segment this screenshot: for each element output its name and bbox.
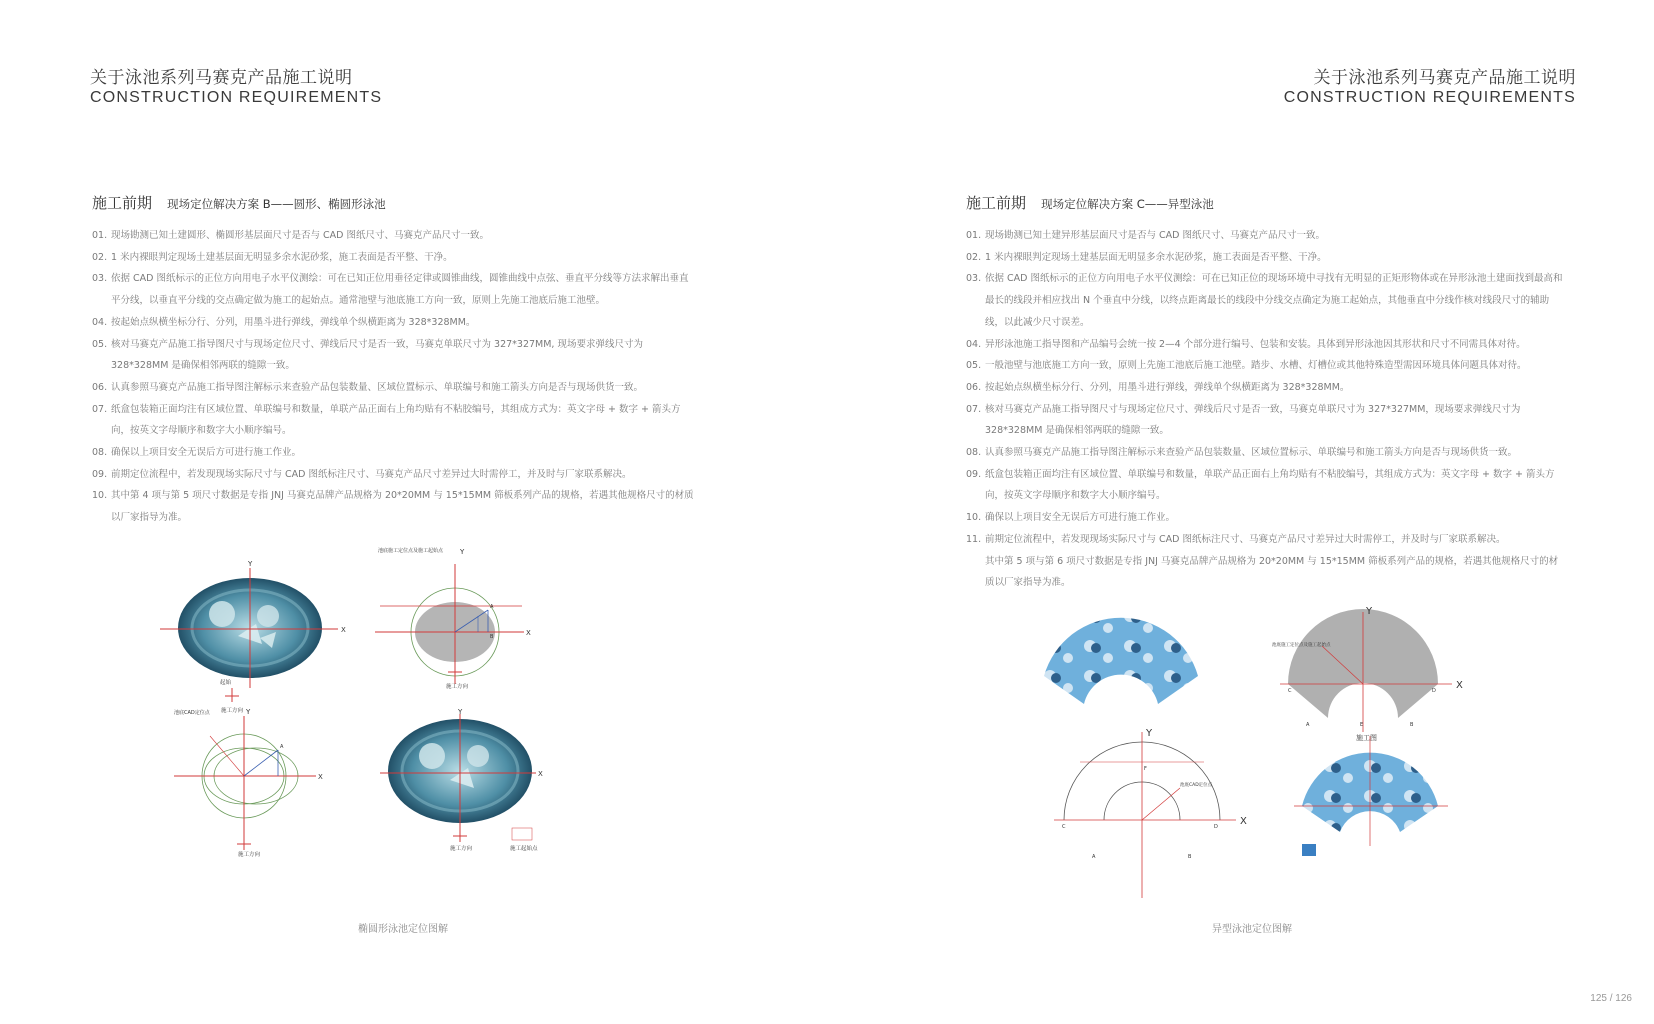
svg-text:施工图: 施工图 [1356,734,1377,742]
list-item: 07. 核对马赛克产品施工指导图尺寸与现场定位尺寸、弹线后尺寸是否一致，马赛克单联尺寸为 327*327MM，现场要求弹线尺寸为 328*328MM 是确保相邻两联的缝隙一致。 [966,403,1521,437]
header-title-en: CONSTRUCTION REQUIREMENTS [1283,89,1576,106]
fan-mosaic-figure-1 [1044,618,1198,704]
svg-text:施工方向: 施工方向 [238,852,261,858]
list-item: 08. 认真参照马赛克产品施工指导图注解标示来查验产品包装数量、区域位置标示、单联编号和施工箭头方向是否与现场供货一致。 [966,447,1518,459]
list-item: 07. 纸盒包装箱正面均注有区域位置、单联编号和数量，单联产品正面右上角均贴有不粘胶编号，其组成方式为：英文字母 + 数字 + 箭头方向，按英文字母顺序和数字大小顺序编号。 [92,403,681,437]
header-right [1284,68,1576,108]
svg-text:D: D [1432,688,1436,694]
svg-text:F: F [1144,766,1147,772]
svg-text:池底施工定位点及施工起始点: 池底施工定位点及施工起始点 [1272,643,1331,648]
svg-text:X: X [526,629,531,637]
page-number: 125 / 126 [1590,993,1632,1004]
fan-geometry-figure-2 [1272,606,1463,732]
oval-mosaic-figure-1 [160,560,346,714]
svg-text:池底CAD定位点: 池底CAD定位点 [174,710,210,716]
arc-geometry-figure-3 [1054,728,1247,898]
svg-text:X: X [1456,680,1463,691]
svg-text:X: X [318,773,323,781]
right-section [966,192,1566,594]
svg-text:Y: Y [460,548,465,556]
header-title-en: CONSTRUCTION REQUIREMENTS [90,89,383,106]
svg-text:X: X [1240,816,1247,827]
oval-mosaic-figure-4 [380,708,543,852]
list-item: 08. 确保以上项目安全无误后方可进行施工作业。 [92,447,302,459]
list-item: 03. 依据 CAD 图纸标示的正位方向用电子水平仪测绘：可在已知正位用垂径定律或圆锥曲线，圆锥曲线中点弦、垂直平分线等方法求解出垂直平分线，以垂直平分线的交点确定做为施工的起始点。通常池壁与池底施工方向一致，原则上先施工池底后施工池壁。 [92,273,689,307]
svg-text:E: E [1360,722,1364,728]
svg-text:Y: Y [458,708,463,716]
list-item: 10. 其中第 4 项与第 5 项尺寸数据是专指 JNJ 马赛克品牌产品规格为 20*20MM 与 15*15MM 筛板系列产品的规格，若遇其他规格尺寸的材质以厂家指导为准。 [92,490,694,524]
svg-text:Y: Y [1146,728,1153,739]
list-item: 其中第 5 项与第 6 项尺寸数据是专指 JNJ 马赛克品牌产品规格为 20*20MM 与 15*15MM 筛板系列产品的规格，若遇其他规格尺寸的材质以厂家指导为准。 [985,555,1559,589]
list-item: 09. 纸盒包装箱正面均注有区域位置、单联编号和数量，单联产品正面右上角均贴有不粘胶编号，其组成方式为：英文字母 + 数字 + 箭头方向，按英文字母顺序和数字大小顺序编号。 [966,468,1555,502]
svg-text:起始: 起始 [220,680,232,686]
list-item: 09. 前期定位流程中，若发现现场实际尺寸与 CAD 图纸标注尺寸、马赛克产品尺寸差异过大时需停工，并及时与厂家联系解决。 [92,468,632,480]
list-item: 03. 依据 CAD 图纸标示的正位方向用电子水平仪测绘：可在已知正位的现场环境中寻找有无明显的正矩形物体或在异形泳池土建面找到最高和最长的线段并相应找出 N 个垂直中分线，以终点距离最长的线段中分线交点确定为施工起始点，其他垂直中分线作核对线段尺寸的辅助线，以此减少尺寸误差。 [966,273,1563,328]
svg-text:A: A [280,744,284,750]
svg-text:Y: Y [1366,606,1373,617]
svg-text:A: A [1092,854,1096,860]
list-item: 04. 异形泳池施工指导图和产品编号会统一按 2—4 个部分进行编号、包装和安装。具体到异形泳池因其形状和尺寸不同需具体对待。 [966,338,1526,350]
list-item: 04. 按起始点纵横坐标分行、分列，用墨斗进行弹线，弹线单个纵横距离为 328*328MM。 [92,316,476,328]
oval-geometry-figure-2 [375,547,531,690]
list-item: 01. 现场勘测已知土建圆形、椭圆形基层面尺寸是否与 CAD 图纸尺寸、马赛克产品尺寸一致。 [92,230,489,241]
left-section-title [92,192,697,213]
list-item: 02. 1 米内裸眼判定现场土建基层面无明显多余水泥砂浆，施工表面是否平整、干净。 [92,251,453,263]
list-item: 02. 1 米内裸眼判定现场土建基层面无明显多余水泥砂浆，施工表面是否平整、干净。 [966,251,1327,263]
list-item: 10. 确保以上项目安全无误后方可进行施工作业。 [966,512,1176,524]
list-item: 05. 核对马赛克产品施工指导图尺寸与现场定位尺寸、弹线后尺寸是否一致，马赛克单联尺寸为 327*327MM, 现场要求弹线尺寸为 328*328MM 是确保相邻两联的缝隙一致。 [92,338,643,372]
list-item: 06. 认真参照马赛克产品施工指导图注解标示来查验产品包装数量、区域位置标示、单联编号和施工箭头方向是否与现场供货一致。 [92,381,644,393]
svg-text:A: A [490,604,494,610]
header-title-zh: 关于泳池系列马赛克产品施工说明 [1313,68,1576,88]
svg-text:Y: Y [248,560,253,568]
svg-text:X: X [538,770,543,778]
svg-text:施工方向: 施工方向 [450,846,473,852]
section-title: 施工前期 [92,194,153,212]
section-title: 施工前期 [966,194,1027,212]
svg-text:X: X [341,626,346,634]
header-left [90,68,382,108]
section-subtitle: 现场定位解决方案 C——异型泳池 [1041,197,1214,211]
irregular-pool-diagram [1040,606,1500,906]
right-section-title [966,192,1566,213]
svg-text:C: C [1288,688,1292,694]
svg-text:B: B [490,634,494,640]
left-figure-caption: 椭圆形泳池定位图解 [358,924,448,935]
oval-pool-diagram [160,548,620,906]
fan-construction-figure-4 [1294,733,1448,856]
svg-text:D: D [1214,824,1218,830]
left-item-list [92,225,697,529]
svg-text:池底CAD定位点: 池底CAD定位点 [1180,783,1213,788]
svg-text:B: B [1410,722,1414,728]
circle-geometry-figure-3 [174,708,323,858]
svg-text:Y: Y [246,708,251,716]
header-title-zh: 关于泳池系列马赛克产品施工说明 [90,68,353,88]
list-item: 11. 前期定位流程中，若发现现场实际尺寸与 CAD 图纸标注尺寸、马赛克产品尺寸差异过大时需停工，并及时与厂家联系解决。 [966,533,1506,545]
section-subtitle: 现场定位解决方案 B——圆形、椭圆形泳池 [167,197,386,211]
svg-text:施工起始点: 施工起始点 [510,846,538,852]
left-section [92,192,697,529]
right-item-list [966,225,1566,594]
list-item: 06. 按起始点纵横坐标分行、分列，用墨斗进行弹线，弹线单个纵横距离为 328*328MM。 [966,381,1350,393]
list-item: 05. 一般池壁与池底施工方向一致，原则上先施工池底后施工池壁。踏步、水槽、灯槽位或其他特殊造型需因环境具体问题具体对待。 [966,360,1527,372]
svg-text:池底施工定位点及施工起始点: 池底施工定位点及施工起始点 [378,548,444,554]
list-item: 01. 现场勘测已知土建异形基层面尺寸是否与 CAD 图纸尺寸、马赛克产品尺寸一致。 [966,230,1325,241]
right-figure-caption: 异型泳池定位图解 [1212,924,1292,935]
svg-text:C: C [1062,824,1066,830]
svg-text:A: A [1306,722,1310,728]
svg-text:B: B [1188,854,1192,860]
svg-text:施工方向: 施工方向 [221,708,244,714]
svg-text:施工方向: 施工方向 [446,684,469,690]
